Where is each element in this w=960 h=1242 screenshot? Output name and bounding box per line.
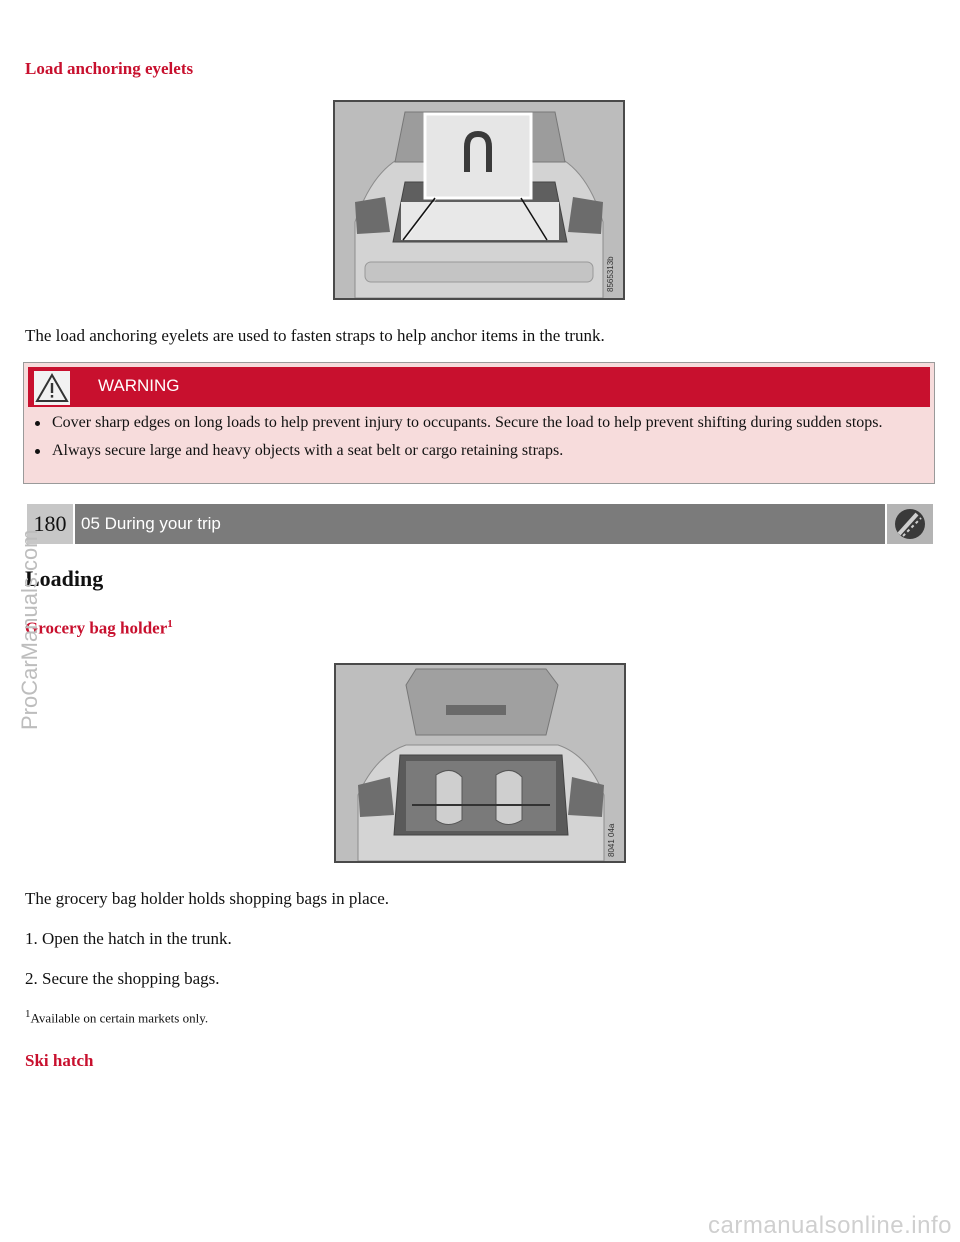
road-icon bbox=[887, 504, 933, 544]
page-number: 180 bbox=[27, 504, 73, 544]
footnote-ref[interactable]: 1 bbox=[167, 618, 173, 630]
warning-header bbox=[28, 367, 930, 407]
eyelets-illustration bbox=[333, 100, 625, 300]
step-item: 2. Secure the shopping bags. bbox=[25, 969, 220, 988]
warning-item: Cover sharp edges on long loads to help prevent injury to occupants. Secure the load to help prevent shifting during sudden stops. bbox=[30, 413, 926, 433]
eyelets-image-code: 8565313b bbox=[606, 256, 615, 292]
footnote-text: Available on certain markets only. bbox=[30, 1010, 209, 1026]
footer-watermark: carmanualsonline.info bbox=[708, 1212, 952, 1239]
chapter-title: 05 During your trip bbox=[75, 504, 885, 544]
trunk-grocery-holder-image bbox=[336, 665, 624, 861]
footnote-marker: 1 bbox=[25, 1008, 31, 1020]
eyelets-description: The load anchoring eyelets are used to fasten straps to help anchor items in the trunk. bbox=[25, 326, 605, 345]
eyelets-heading: Load anchoring eyelets bbox=[25, 59, 194, 78]
warning-triangle-icon bbox=[34, 371, 70, 405]
grocery-bag-heading bbox=[25, 618, 173, 639]
warning-item: Always secure large and heavy objects with a seat belt or cargo retaining straps. bbox=[30, 441, 926, 461]
warning-list bbox=[30, 413, 926, 469]
ski-hatch-heading: Ski hatch bbox=[25, 1051, 94, 1070]
trunk-eyelets-image bbox=[335, 102, 623, 298]
road-icon-box bbox=[887, 504, 933, 544]
grocery-bag-illustration bbox=[334, 663, 626, 863]
warning-title: WARNING bbox=[98, 376, 180, 395]
grocery-description: The grocery bag holder holds shopping bags in place. bbox=[25, 889, 389, 908]
side-watermark: ProCarManuals.com bbox=[17, 529, 42, 730]
grocery-image-code: 8041 04a bbox=[607, 823, 616, 857]
warning-box bbox=[23, 362, 935, 484]
chapter-bar bbox=[27, 504, 933, 544]
grocery-bag-heading-text: Grocery bag holder bbox=[25, 618, 168, 638]
step-item: 1. Open the hatch in the trunk. bbox=[25, 929, 232, 948]
footnote bbox=[25, 1008, 208, 1026]
loading-heading: Loading bbox=[25, 566, 104, 591]
